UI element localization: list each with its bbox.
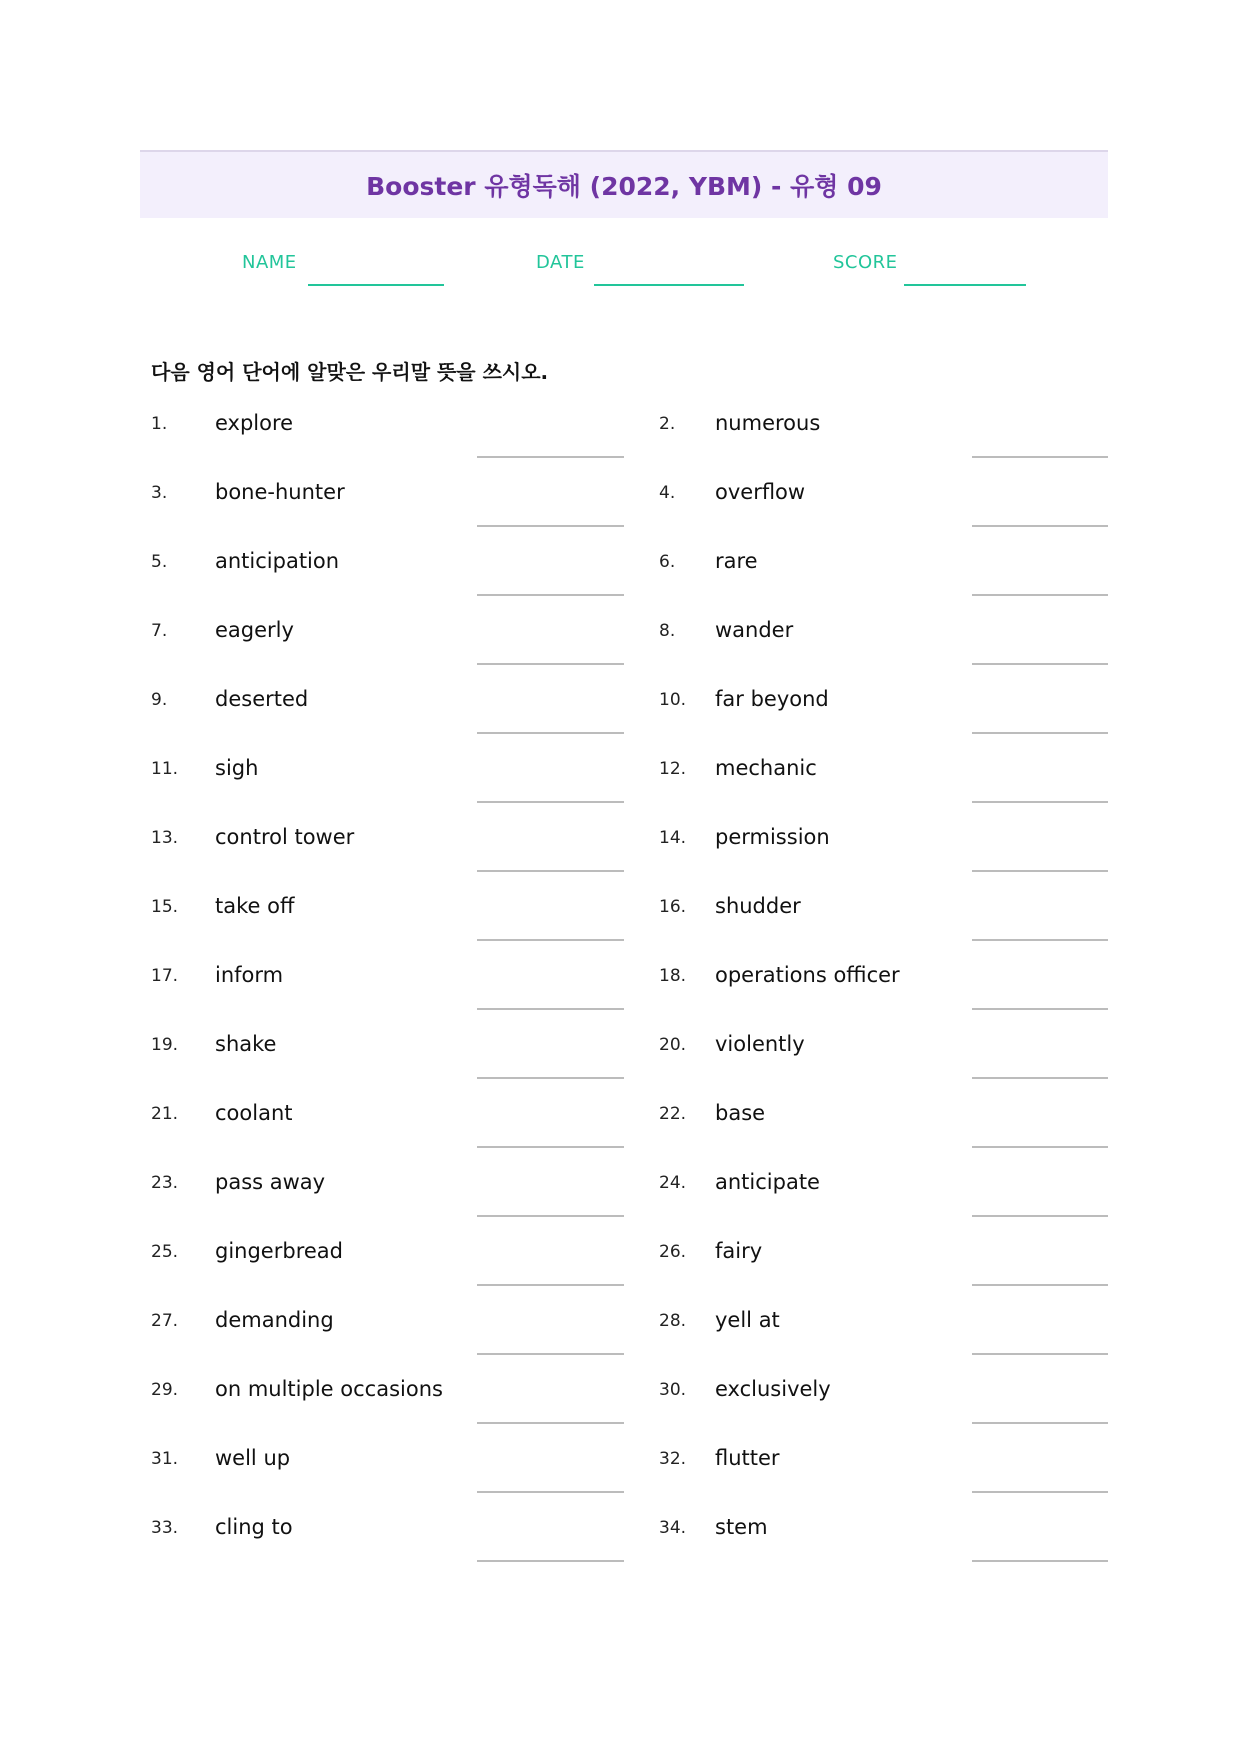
list-item xyxy=(0,1032,1240,1095)
item-word: fairy xyxy=(715,1239,763,1263)
item-word: deserted xyxy=(215,687,309,711)
item-number: 4. xyxy=(659,483,676,503)
answer-blank[interactable] xyxy=(972,1560,1108,1562)
list-item xyxy=(0,549,1240,612)
item-word: control tower xyxy=(215,825,355,849)
item-number: 26. xyxy=(659,1242,687,1262)
date-field-line[interactable] xyxy=(594,284,744,286)
answer-blank[interactable] xyxy=(972,801,1108,803)
list-item xyxy=(0,480,1240,543)
item-number: 6. xyxy=(659,552,676,572)
answer-blank[interactable] xyxy=(972,456,1108,458)
item-word: demanding xyxy=(215,1308,334,1332)
item-word: bone-hunter xyxy=(215,480,345,504)
item-number: 17. xyxy=(151,966,179,986)
item-number: 23. xyxy=(151,1173,179,1193)
item-word: exclusively xyxy=(715,1377,831,1401)
answer-blank[interactable] xyxy=(972,732,1108,734)
item-word: base xyxy=(715,1101,766,1125)
list-item xyxy=(0,1308,1240,1371)
item-word: operations officer xyxy=(715,963,900,987)
item-word: overflow xyxy=(715,480,806,504)
item-number: 25. xyxy=(151,1242,179,1262)
list-item xyxy=(0,1170,1240,1233)
student-info-row xyxy=(0,250,1240,290)
worksheet-title: Booster 유형독해 (2022, YBM) - 유형 09 xyxy=(366,172,882,201)
item-number: 18. xyxy=(659,966,687,986)
item-word: wander xyxy=(715,618,794,642)
item-number: 8. xyxy=(659,621,676,641)
name-field-line[interactable] xyxy=(308,284,444,286)
name-label: NAME xyxy=(242,252,297,273)
item-word: eagerly xyxy=(215,618,294,642)
answer-blank[interactable] xyxy=(972,1215,1108,1217)
item-word: gingerbread xyxy=(215,1239,343,1263)
item-word: anticipation xyxy=(215,549,340,573)
list-item xyxy=(0,1515,1240,1578)
item-number: 21. xyxy=(151,1104,179,1124)
item-number: 33. xyxy=(151,1518,179,1538)
item-word: pass away xyxy=(215,1170,326,1194)
list-item xyxy=(0,411,1240,474)
item-number: 31. xyxy=(151,1449,179,1469)
answer-blank[interactable] xyxy=(972,594,1108,596)
list-item xyxy=(0,1377,1240,1440)
answer-blank[interactable] xyxy=(972,1008,1108,1010)
item-word: stem xyxy=(715,1515,768,1539)
item-number: 3. xyxy=(151,483,168,503)
item-word: anticipate xyxy=(715,1170,820,1194)
item-number: 19. xyxy=(151,1035,179,1055)
answer-blank[interactable] xyxy=(972,1284,1108,1286)
item-number: 24. xyxy=(659,1173,687,1193)
item-word: coolant xyxy=(215,1101,293,1125)
item-number: 15. xyxy=(151,897,179,917)
item-word: shudder xyxy=(715,894,801,918)
worksheet-title-bar xyxy=(140,150,1108,218)
list-item xyxy=(0,1239,1240,1302)
item-word: take off xyxy=(215,894,295,918)
answer-blank[interactable] xyxy=(972,1491,1108,1493)
item-number: 22. xyxy=(659,1104,687,1124)
item-number: 20. xyxy=(659,1035,687,1055)
answer-blank[interactable] xyxy=(972,1422,1108,1424)
score-label: SCORE xyxy=(833,252,898,273)
item-number: 29. xyxy=(151,1380,179,1400)
item-word: on multiple occasions xyxy=(215,1377,443,1401)
answer-blank[interactable] xyxy=(972,870,1108,872)
item-number: 30. xyxy=(659,1380,687,1400)
answer-blank[interactable] xyxy=(972,525,1108,527)
item-number: 2. xyxy=(659,414,676,434)
item-number: 10. xyxy=(659,690,687,710)
item-word: well up xyxy=(215,1446,291,1470)
answer-blank[interactable] xyxy=(972,663,1108,665)
item-word: numerous xyxy=(715,411,821,435)
item-word: permission xyxy=(715,825,830,849)
item-word: flutter xyxy=(715,1446,780,1470)
item-number: 13. xyxy=(151,828,179,848)
list-item xyxy=(0,618,1240,681)
list-item xyxy=(0,756,1240,819)
list-item xyxy=(0,1101,1240,1164)
list-item xyxy=(0,1446,1240,1509)
item-number: 27. xyxy=(151,1311,179,1331)
item-word: shake xyxy=(215,1032,277,1056)
item-number: 9. xyxy=(151,690,168,710)
answer-blank[interactable] xyxy=(972,1146,1108,1148)
date-label: DATE xyxy=(536,252,585,273)
list-item xyxy=(0,687,1240,750)
item-number: 28. xyxy=(659,1311,687,1331)
item-word: violently xyxy=(715,1032,805,1056)
item-word: explore xyxy=(215,411,294,435)
item-number: 1. xyxy=(151,414,168,434)
item-number: 5. xyxy=(151,552,168,572)
item-number: 34. xyxy=(659,1518,687,1538)
list-item xyxy=(0,825,1240,888)
answer-blank[interactable] xyxy=(972,1353,1108,1355)
list-item xyxy=(0,894,1240,957)
item-number: 7. xyxy=(151,621,168,641)
answer-blank[interactable] xyxy=(972,939,1108,941)
item-number: 32. xyxy=(659,1449,687,1469)
list-item xyxy=(0,963,1240,1026)
answer-blank[interactable] xyxy=(972,1077,1108,1079)
instruction-text: 다음 영어 단어에 알맞은 우리말 뜻을 쓰시오. xyxy=(151,360,549,384)
item-word: inform xyxy=(215,963,284,987)
item-number: 14. xyxy=(659,828,687,848)
item-number: 11. xyxy=(151,759,179,779)
item-number: 12. xyxy=(659,759,687,779)
item-number: 16. xyxy=(659,897,687,917)
item-word: sigh xyxy=(215,756,259,780)
item-word: rare xyxy=(715,549,758,573)
score-field-line[interactable] xyxy=(904,284,1026,286)
item-word: far beyond xyxy=(715,687,829,711)
item-word: mechanic xyxy=(715,756,817,780)
item-word: yell at xyxy=(715,1308,780,1332)
item-word: cling to xyxy=(215,1515,293,1539)
